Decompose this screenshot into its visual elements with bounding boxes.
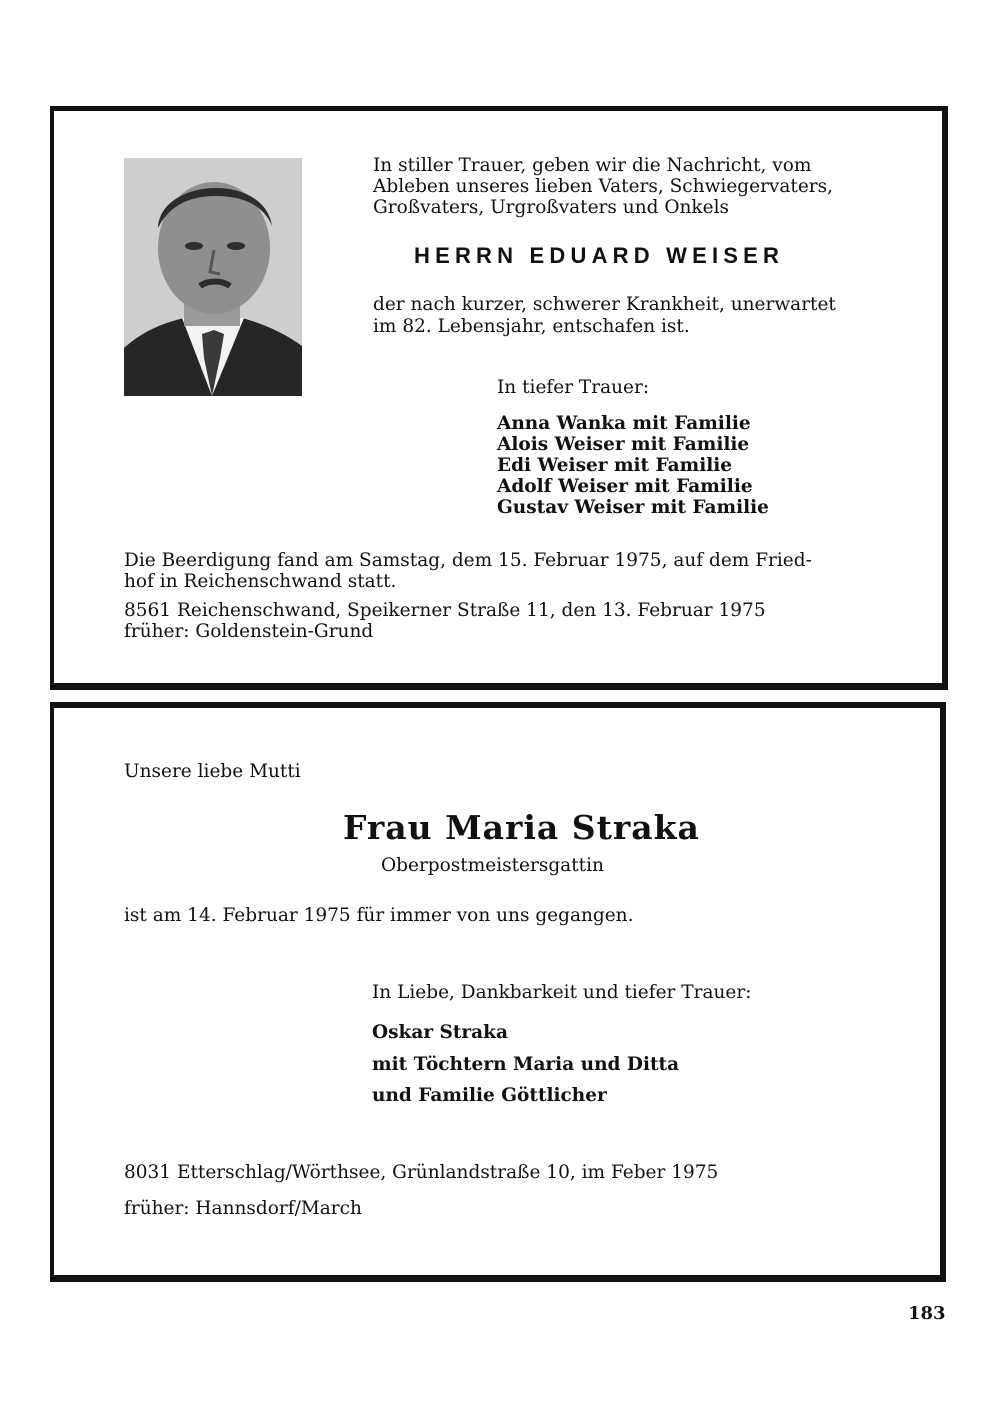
address-line: 8031 Etterschlag/Wörthsee, Grünlandstraße 10, im Feber 1975	[124, 1162, 719, 1183]
after-name-line-2: im 82. Lebensjahr, entschafen ist.	[373, 316, 690, 337]
mourner-line: und Familie Göttlicher	[372, 1085, 607, 1106]
after-name-line-1: der nach kurzer, schwerer Krankheit, unerwartet	[373, 294, 836, 315]
deceased-name: HERRN EDUARD WEISER	[414, 243, 785, 268]
mourner-line: Gustav Weiser mit Familie	[497, 497, 769, 518]
mourner-line: Edi Weiser mit Familie	[497, 455, 733, 476]
intro-line-3: Großvaters, Urgroßvaters und Onkels	[373, 197, 729, 218]
intro-line: Unsere liebe Mutti	[124, 761, 301, 782]
former-residence: früher: Goldenstein-Grund	[124, 621, 374, 642]
deceased-title: Oberpostmeistersgattin	[381, 855, 604, 876]
mourner-line: mit Töchtern Maria und Ditta	[372, 1054, 680, 1075]
mourner-line: Adolf Weiser mit Familie	[497, 476, 753, 497]
funeral-line-2: hof in Reichenschwand statt.	[124, 571, 397, 592]
address-line: 8561 Reichenschwand, Speikerner Straße 11, den 13. Februar 1975	[124, 600, 766, 621]
mourner-line: Anna Wanka mit Familie	[497, 413, 751, 434]
funeral-line-1: Die Beerdigung fand am Samstag, dem 15. Februar 1975, auf dem Fried-	[124, 550, 812, 571]
former-residence: früher: Hannsdorf/March	[124, 1198, 362, 1219]
mourner-line: Oskar Straka	[372, 1022, 508, 1043]
intro-line-1: In stiller Trauer, geben wir die Nachricht, vom	[373, 155, 812, 176]
passed-line: ist am 14. Februar 1975 für immer von uns gegangen.	[124, 905, 634, 926]
deceased-name: Frau Maria Straka	[343, 808, 700, 847]
mourners-heading: In tiefer Trauer:	[497, 377, 650, 398]
page-number: 183	[908, 1303, 946, 1324]
mourner-line: Alois Weiser mit Familie	[497, 434, 750, 455]
intro-line-2: Ableben unseres lieben Vaters, Schwiegervaters,	[373, 176, 833, 197]
portrait-photo	[124, 158, 302, 396]
mourners-heading: In Liebe, Dankbarkeit und tiefer Trauer:	[372, 982, 752, 1003]
